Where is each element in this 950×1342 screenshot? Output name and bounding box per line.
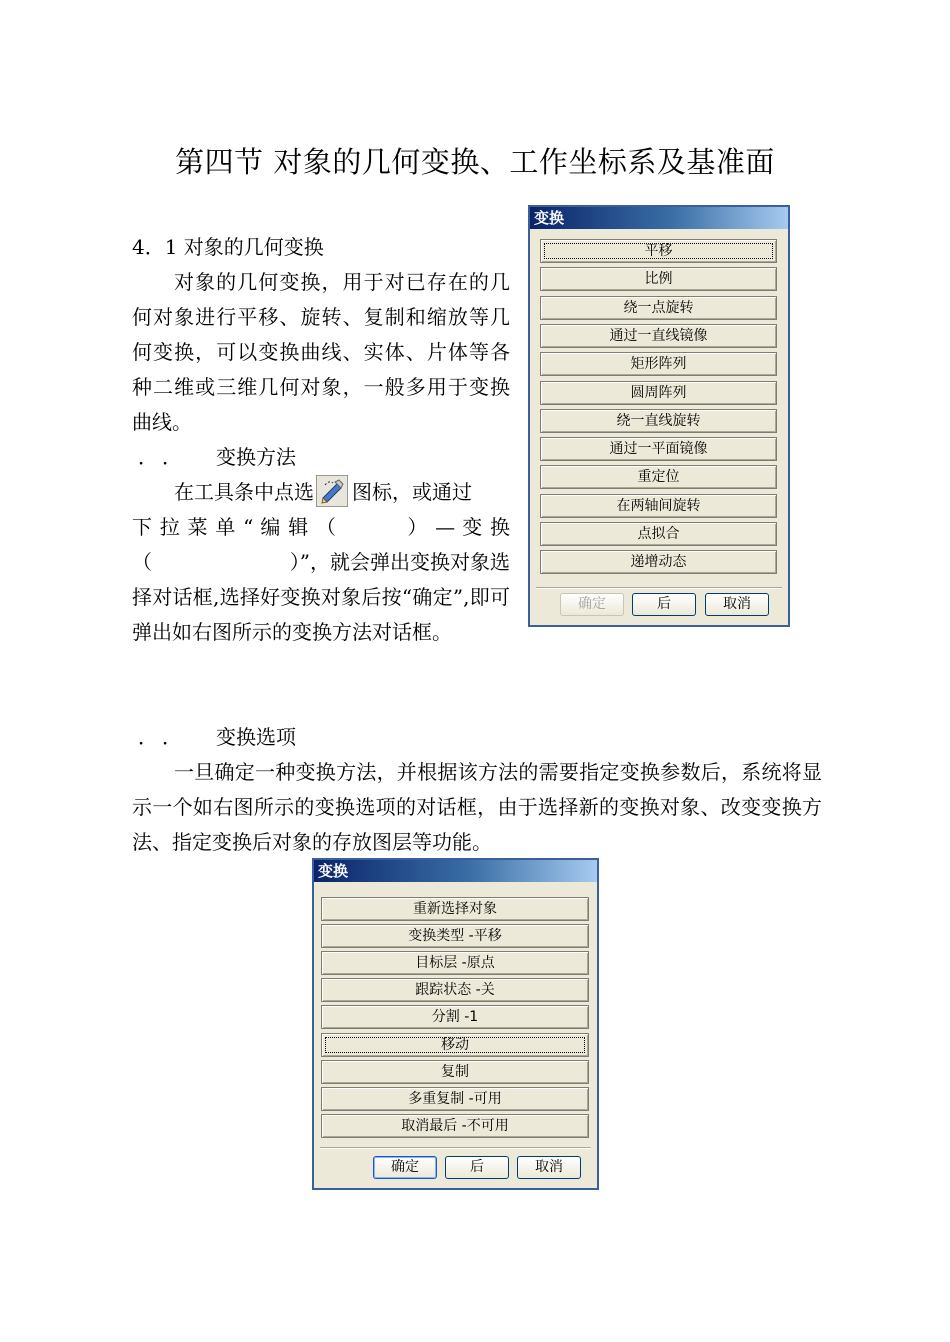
dialog-title: 变换 [314,860,597,882]
option-button[interactable]: 绕一直线旋转 [540,409,777,433]
option-button[interactable]: 取消最后 -不可用 [321,1114,589,1138]
transform-option-dialog [312,858,599,1190]
option-button[interactable]: 圆周阵列 [540,381,777,405]
cancel-button[interactable]: 取消 [705,593,769,616]
transform-pencil-icon [316,475,348,507]
divider [536,587,782,589]
subheading-option: ．． 变换选项 [138,725,296,749]
section-heading-4-1: 4．1 对象的几何变换 [132,235,324,259]
option-button[interactable]: 在两轴间旋转 [540,494,777,518]
option-button[interactable]: 变换类型 -平移 [321,924,589,948]
option-button[interactable]: 通过一平面镜像 [540,437,777,461]
divider [320,1147,591,1149]
option-button[interactable]: 跟踪状态 -关 [321,978,589,1002]
option-button[interactable]: 复制 [321,1060,589,1084]
option-button[interactable]: 多重复制 -可用 [321,1087,589,1111]
option-button[interactable]: 目标层 -原点 [321,951,589,975]
option-button[interactable]: 比例 [540,267,777,291]
back-button[interactable]: 后 [445,1156,509,1179]
subheading-method: ．． 变换方法 [138,445,296,469]
paragraph-option: 一旦确定一种变换方法，并根据该方法的需要指定变换参数后，系统将显示一个如右图所示的变换选项的对话框，由于选择新的变换对象、改变变换方法、指定变换后对象的存放图层等功能。 [132,760,822,854]
paragraph-intro: 对象的几何变换，用于对已存在的几何对象进行平移、旋转、复制和缩放等几何变换，可以变换曲线、实体、片体等各种二维或三维几何对象，一般多用于变换曲线。 [132,270,510,434]
option-button[interactable]: 移动 [321,1033,589,1057]
option-button[interactable]: 点拟合 [540,522,777,546]
paragraph-method: 在工具条中点选 图标，或通过 下 拉 菜 单 “ 编 辑 （ ） — 变 换 （ ）”，就会弹出变换对象选 择对话框,选择好变换对象后按“确定”,即可弹出如右图所示的变换方法对话框。 [132,475,510,650]
option-button[interactable]: 平移 [540,239,777,263]
ok-button[interactable]: 确定 [560,593,624,616]
option-button[interactable]: 绕一点旋转 [540,296,777,320]
cancel-button[interactable]: 取消 [517,1156,581,1179]
option-button[interactable]: 重新选择对象 [321,897,589,921]
dialog-title: 变换 [530,207,788,229]
transform-method-dialog [528,205,790,627]
option-button[interactable]: 递增动态 [540,550,777,574]
ok-button[interactable]: 确定 [373,1156,437,1179]
option-button[interactable]: 重定位 [540,465,777,489]
option-button[interactable]: 通过一直线镜像 [540,324,777,348]
page-title: 第四节 对象的几何变换、工作坐标系及基准面 [175,145,775,179]
option-button[interactable]: 分割 -1 [321,1005,589,1029]
option-button[interactable]: 矩形阵列 [540,352,777,376]
back-button[interactable]: 后 [632,593,696,616]
